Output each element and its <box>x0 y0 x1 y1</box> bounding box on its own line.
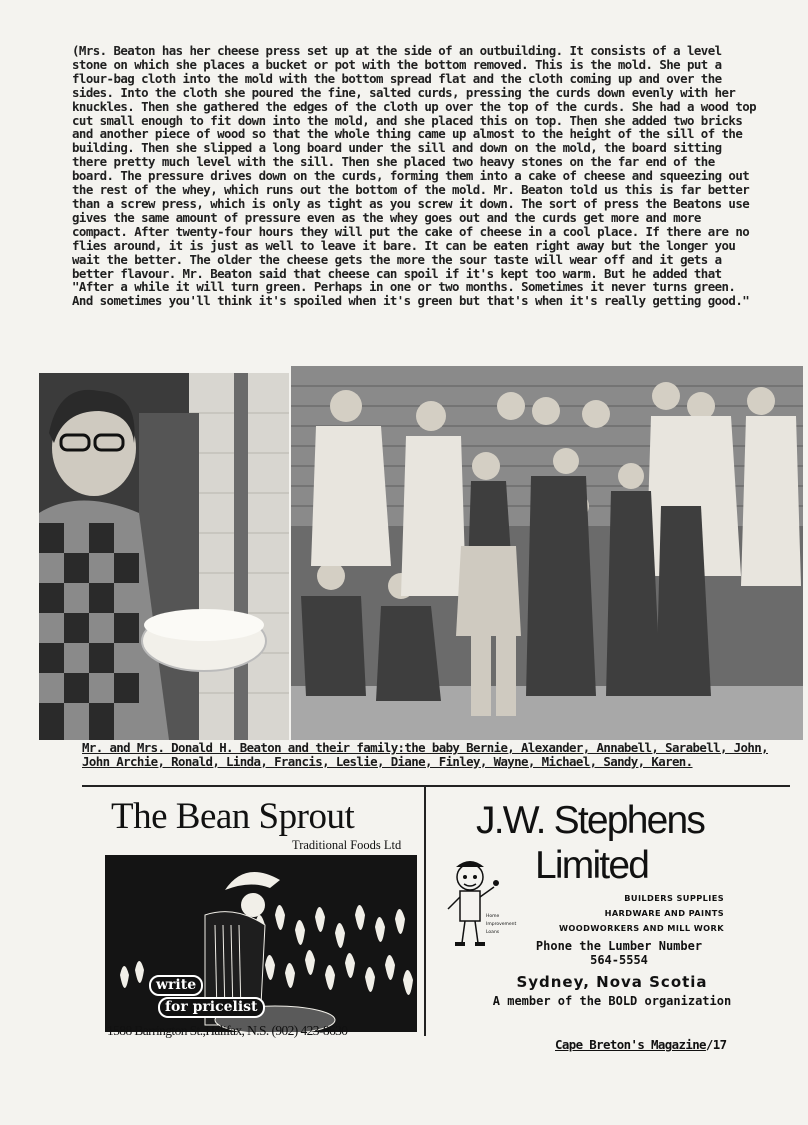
article-paragraph: (Mrs. Beaton has her cheese press set up at the side of an outbuilding. It consists of a level stone on which she places a bucket or pot with the bottom removed. This is the mold. She put a flour-bag cloth into the mold with the bottom spread flat and the cloth coming up and over the sides. Into the cloth she poured the fine, salted curds, pressing the curds down evenly with her knuckles. Then she gathered the edges of the cloth up over the top of the curds. She had a wood top cut small enough to fit down into the mold, and she placed this on top. Then she added two bricks and another piece of wood so that the whole thing came up almost to the height of the sill of the building. Then she slipped a long board under the sill and down on the mold, the board sitting there pretty much level with the sill. Then she placed two heavy stones on the far end of the board. The pressure drives down on the curds, forming them into a cake of cheese and squeezing out the rest of the whey, which runs out the bottom of the mold. Mr. Beaton told us this is far better than a screw press, which is only as tight as you screw it down. The sort of press the Beatons use gives the same amount of pressure even as the whey goes out and the curds get more and more compact. After twenty-four hours they will put the cake of cheese in a cool place. If there are no flies around, it is just as well to leave it bare. It can be eaten right away but the longer you wait the better. The older the cheese gets the more the sour taste will wear off and it gets a better flavour. Mr. Beaton said that cheese can spoil if it's kept too warm. But he added that "After a while it will turn green. Perhaps in one or two months. Sometimes it never turns green. And sometimes you'll think it's spoiled when it's green but that's when it's really getting good." <box>72 43 763 309</box>
page-footer <box>555 1037 727 1052</box>
bean-sprout-address: 1588 Barrington St.,Halifax, N.S. (902) 423-8630 <box>107 1023 348 1038</box>
ad-jw-stephens <box>432 795 792 1035</box>
phone-number: 564-5554 <box>590 953 648 967</box>
bean-sprout-title: The Bean Sprout <box>111 796 355 837</box>
photo-beaton-family <box>291 366 803 740</box>
phone-label: Phone the Lumber Number <box>535 939 703 953</box>
mascot-label: Home Improvement Loans <box>486 914 517 935</box>
jw-stephens-phone <box>514 939 724 967</box>
page-number: /17 <box>705 1037 727 1052</box>
write-label: write <box>149 975 203 996</box>
photo-mrs-beaton <box>39 373 289 740</box>
photo-caption: Mr. and Mrs. Donald H. Beaton and their family:the baby Bernie, Alexander, Annabell, Sarabell, John, John Archie, Ronald, Linda, Francis, Leslie, Diane, Finley, Wayne, Michael, Sandy, Karen. <box>82 740 768 769</box>
jw-stephens-services <box>514 891 724 936</box>
jw-stephens-name: J.W. Stephens <box>476 799 705 842</box>
bean-sprout-subtitle: Traditional Foods Ltd <box>292 838 402 852</box>
jw-stephens-member: A member of the BOLD organization <box>492 994 732 1008</box>
service-line: HARDWARE AND PAINTS <box>604 908 724 918</box>
service-line: WOODWORKERS AND MILL WORK <box>559 923 724 933</box>
jw-stephens-limited: Limited <box>535 844 649 887</box>
mascot-icon <box>446 853 517 953</box>
write-for-pricelist-badge <box>149 975 265 1018</box>
pricelist-label: for pricelist <box>158 997 265 1018</box>
jw-stephens-city: Sydney, Nova Scotia <box>516 973 708 991</box>
magazine-name: Cape Breton's Magazine <box>555 1037 706 1052</box>
ad-bean-sprout <box>105 795 425 1045</box>
horizontal-divider <box>82 785 790 787</box>
service-line: BUILDERS SUPPLIES <box>624 893 724 903</box>
